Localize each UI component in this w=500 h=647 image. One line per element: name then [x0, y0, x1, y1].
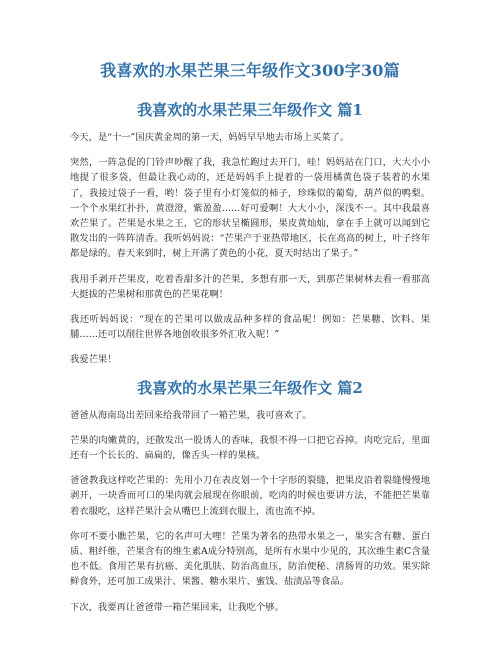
section-2 [70, 378, 430, 615]
main-title: 我喜欢的水果芒果三年级作文300字30篇 [100, 61, 400, 80]
paragraph: 我用手剥开芒果皮，吃着香甜多汁的芒果，多想有那一天，到那芒果树林去看一看那高大挺拔的芒果树和那黄色的芒果花啊！ [70, 273, 430, 300]
paragraph: 突然，一阵急促的门铃声吵醒了我，我急忙跑过去开门，哇！妈妈站在门口，大大小小地提了很多袋，但最让我心动的，还是妈妈手上提着的一袋用橘黄色袋子装着的水果了，我接过袋子一看，哟！袋子里有小灯笼似的柿子，珍珠似的葡萄，葫芦似的鸭梨。一个个水果红扑扑，黄澄澄，紫盈盈……好可爱啊！大大小小，深浅不一。其中我最喜欢芒果了。芒果是水果之王，它的形状呈椭圆形，果皮黄灿灿，拿在手上就可以闻到它散发出的一阵阵清香。我听妈妈说：“芒果产于亚热带地区，长在高高的树上，叶子终年都是绿的。春天来到时，树上开满了黄色的小花，夏天时结出了果子。” [70, 157, 430, 260]
section-title: 我喜欢的水果芒果三年级作文 篇1 [137, 101, 363, 119]
paragraph: 爸爸教我这样吃芒果的：先用小刀在表皮划一个十字形的裂缝，把果皮沿着裂缝慢慢地剥开，一块香而可口的果肉就会展现在你眼前，吃肉的时候也要讲方法，不能把芒果靠着衣服吃，这样芒果汁会从嘴巴上流到衣服上，流也流不掉。 [70, 475, 430, 517]
paragraph: 我还听妈妈说：“现在的芒果可以做成品种多样的食品呢！例如：芒果糖、饮料、果脯……还可以削往世界各地创收很多外汇收入呢！” [70, 314, 430, 341]
section-title: 我喜欢的水果芒果三年级作文 篇2 [137, 378, 363, 397]
paragraph: 芒果的肉嫩黄的，还散发出一股诱人的香味，我恨不得一口把它吞掉。肉吃完后，里面还有一个长长的、扁扁的，像舌头一样的果核。 [70, 434, 430, 462]
paragraph: 今天，是“十一”国庆黄金周的第一天，妈妈早早地去市场上买菜了。 [70, 132, 350, 143]
paragraph: 下次，我要再让爸爸带一箱芒果回来，让我吃个够。 [70, 601, 284, 613]
section-1 [70, 100, 430, 368]
paragraph: 我爱芒果！ [70, 354, 117, 366]
paragraph: 你可不要小瞧芒果，它的名声可大哩！芒果为著名的热带水果之一，果实含有糖、蛋白质、粗纤维，芒果含有的维生素A成分特别高，是所有水果中少见的，其次维生素C含量也不低。食用芒果有抗癌、美化肌肤、防治高血压，防治便秘、清肠胃的功效。果实除鲜食外，还可加工成果汁、果酱、糖水果片、蜜饯、盐渍品等食品。 [70, 530, 430, 588]
paragraph: 爸爸从海南岛出差回来给我带回了一箱芒果，我可喜欢了。 [70, 409, 312, 421]
